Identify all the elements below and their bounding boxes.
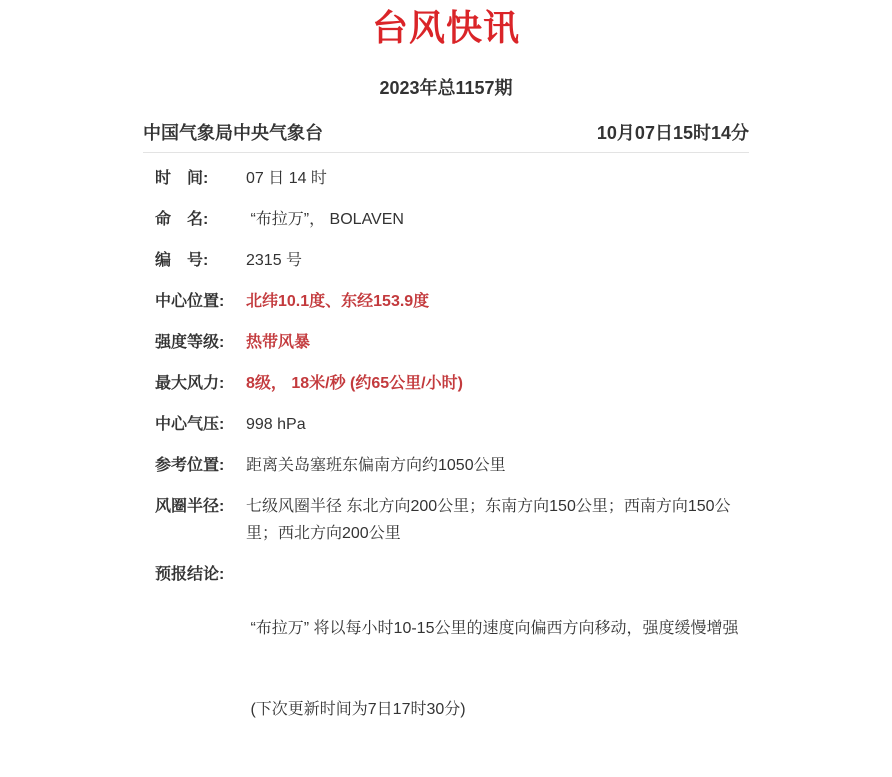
row-label: 强度等级: xyxy=(155,334,225,351)
bulletin-body xyxy=(143,121,749,777)
row-value xyxy=(246,561,749,777)
row-value: 07 日 14 时 xyxy=(246,170,327,187)
row-value: 热带风暴 xyxy=(246,334,311,351)
row-label: 命 名: xyxy=(155,211,209,228)
row-value: 2315 号 xyxy=(246,252,303,269)
header-divider xyxy=(143,152,749,153)
row-value: 距离关岛塞班东偏南方向约1050公里 xyxy=(246,457,506,474)
table-row-center-position xyxy=(155,288,749,315)
row-label: 中心位置: xyxy=(155,293,225,310)
publish-time: 10月07日15时14分 xyxy=(596,123,749,143)
row-value: 998 hPa xyxy=(246,416,306,433)
issue-number: 2023年总1157期 xyxy=(379,78,513,98)
row-label: 最大风力: xyxy=(155,375,225,392)
agency-name: 中国气象局中央气象台 xyxy=(143,123,323,143)
table-row-forecast xyxy=(155,561,749,777)
row-label: 中心气压: xyxy=(155,416,225,433)
row-label: 风圈半径: xyxy=(155,498,225,515)
table-row-number xyxy=(155,247,749,274)
row-label: 参考位置: xyxy=(155,457,225,474)
forecast-text: “布拉万” 将以每小时10-15公里的速度向偏西方向移动，强度缓慢增强 xyxy=(246,620,739,637)
row-label: 预报结论: xyxy=(155,566,225,583)
row-label: 时 间: xyxy=(155,170,209,187)
info-table xyxy=(143,165,749,777)
table-row-max-wind xyxy=(155,370,749,397)
table-row-wind-circle-radius xyxy=(155,493,749,547)
table-row-reference-position xyxy=(155,452,749,479)
table-row-name xyxy=(155,206,749,233)
row-value: 北纬10.1度、东经153.9度 xyxy=(246,293,430,310)
table-row-pressure xyxy=(155,411,749,438)
row-value: 8级， 18米/秒 (约65公里/小时) xyxy=(246,375,463,392)
row-value: 七级风圈半径 东北方向200公里；东南方向150公里；西南方向150公里；西北方向200公里 xyxy=(246,498,731,542)
table-row-time xyxy=(155,165,749,192)
forecast-note: (下次更新时间为7日17时30分) xyxy=(246,701,466,718)
table-row-intensity xyxy=(155,329,749,356)
row-value: “布拉万”， BOLAVEN xyxy=(246,211,404,228)
row-label: 编 号: xyxy=(155,252,209,269)
page-title: 台风快讯 xyxy=(371,7,520,48)
meta-row xyxy=(143,121,749,145)
